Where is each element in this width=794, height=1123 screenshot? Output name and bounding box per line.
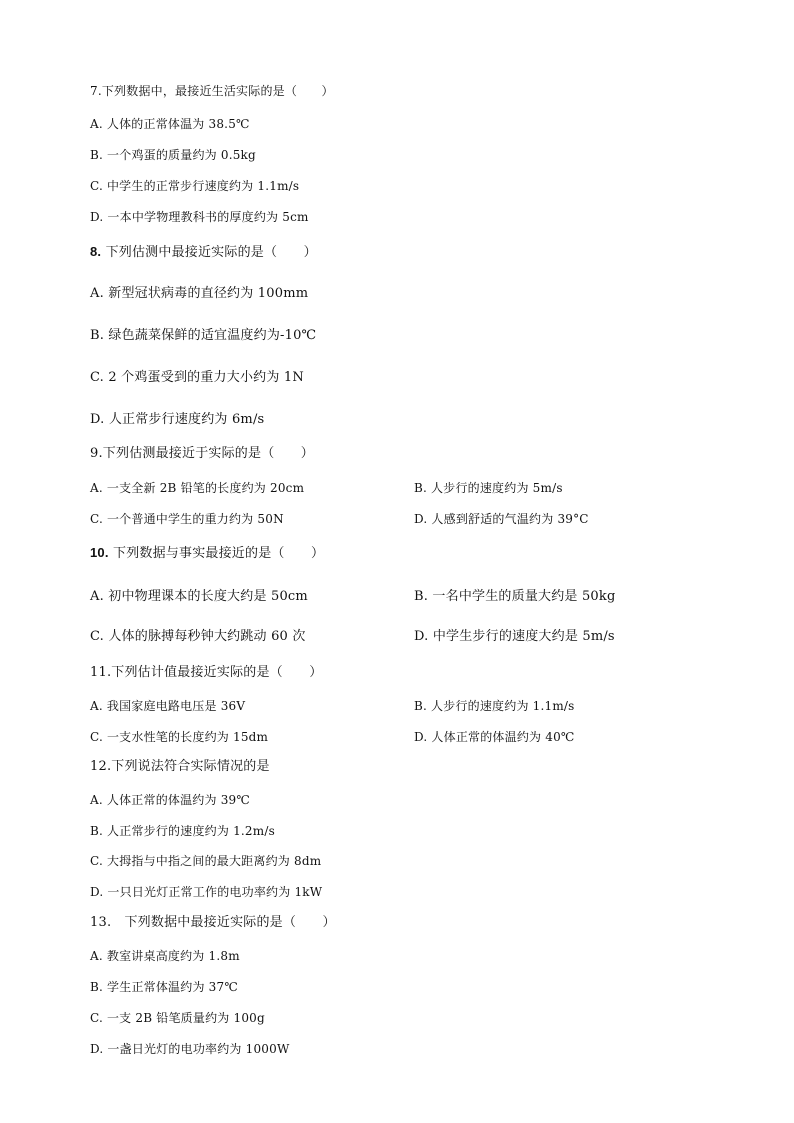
question-8-stem	[90, 244, 317, 261]
question-13-option-c: C. 一支 2B 铅笔质量约为 100g	[90, 1011, 265, 1025]
question-7-stem: 7.下列数据中，最接近生活实际的是（ ）	[90, 84, 334, 98]
question-8-option-c: C. 2 个鸡蛋受到的重力大小约为 1N	[90, 370, 304, 385]
question-8-option-b: B. 绿色蔬菜保鲜的适宜温度约为-10℃	[90, 328, 317, 343]
question-8-text: 下列估测中最接近实际的是（ ）	[101, 245, 317, 260]
question-12-stem: 12.下列说法符合实际情况的是	[90, 759, 270, 774]
question-11-option-c: C. 一支水性笔的长度约为 15dm	[90, 730, 269, 744]
question-9-stem: 9.下列估测最接近于实际的是（ ）	[90, 446, 315, 461]
question-11-option-d: D. 人体正常的体温约为 40℃	[414, 730, 575, 744]
question-7-option-c: C. 中学生的正常步行速度约为 1.1m/s	[90, 179, 300, 193]
question-13-option-a: A. 教室讲桌高度约为 1.8m	[90, 949, 240, 963]
question-10-option-d: D. 中学生步行的速度大约是 5m/s	[414, 629, 615, 644]
question-9-option-d: D. 人感到舒适的气温约为 39°C	[414, 512, 589, 526]
question-10-stem	[90, 545, 324, 562]
question-12-option-d: D. 一只日光灯正常工作的电功率约为 1kW	[90, 885, 323, 899]
question-9-option-b: B. 人步行的速度约为 5m/s	[414, 481, 563, 495]
question-10-option-b: B. 一名中学生的质量大约是 50kg	[414, 589, 616, 604]
question-10-option-a: A. 初中物理课本的长度大约是 50cm	[90, 589, 308, 604]
question-11-option-b: B. 人步行的速度约为 1.1m/s	[414, 699, 575, 713]
question-7-option-a: A. 人体的正常体温为 38.5℃	[90, 117, 250, 131]
question-12-option-b: B. 人正常步行的速度约为 1.2m/s	[90, 824, 275, 838]
question-13-stem: 13. 下列数据中最接近实际的是（ ）	[90, 915, 336, 930]
question-13-option-d: D. 一盏日光灯的电功率约为 1000W	[90, 1042, 290, 1056]
question-8-option-d: D. 人正常步行速度约为 6m/s	[90, 412, 265, 427]
question-7-option-d: D. 一本中学物理教科书的厚度约为 5cm	[90, 210, 309, 224]
question-11-option-a: A. 我国家庭电路电压是 36V	[90, 699, 246, 713]
question-11-stem: 11.下列估计值最接近实际的是（ ）	[90, 665, 323, 680]
question-10-option-c: C. 人体的脉搏每秒钟大约跳动 60 次	[90, 629, 306, 644]
question-10-text: 下列数据与事实最接近的是（ ）	[108, 546, 325, 561]
question-13-option-b: B. 学生正常体温约为 37℃	[90, 980, 238, 994]
question-9-option-c: C. 一个普通中学生的重力约为 50N	[90, 512, 284, 526]
question-9-option-a: A. 一支全新 2B 铅笔的长度约为 20cm	[90, 481, 305, 495]
question-12-option-a: A. 人体正常的体温约为 39℃	[90, 793, 251, 807]
question-12-option-c: C. 大拇指与中指之间的最大距离约为 8dm	[90, 854, 322, 868]
question-8-number: 8.	[90, 244, 102, 259]
question-8-option-a: A. 新型冠状病毒的直径约为 100mm	[90, 286, 309, 301]
question-10-number: 10.	[90, 545, 109, 560]
question-7-option-b: B. 一个鸡蛋的质量约为 0.5kg	[90, 148, 256, 162]
